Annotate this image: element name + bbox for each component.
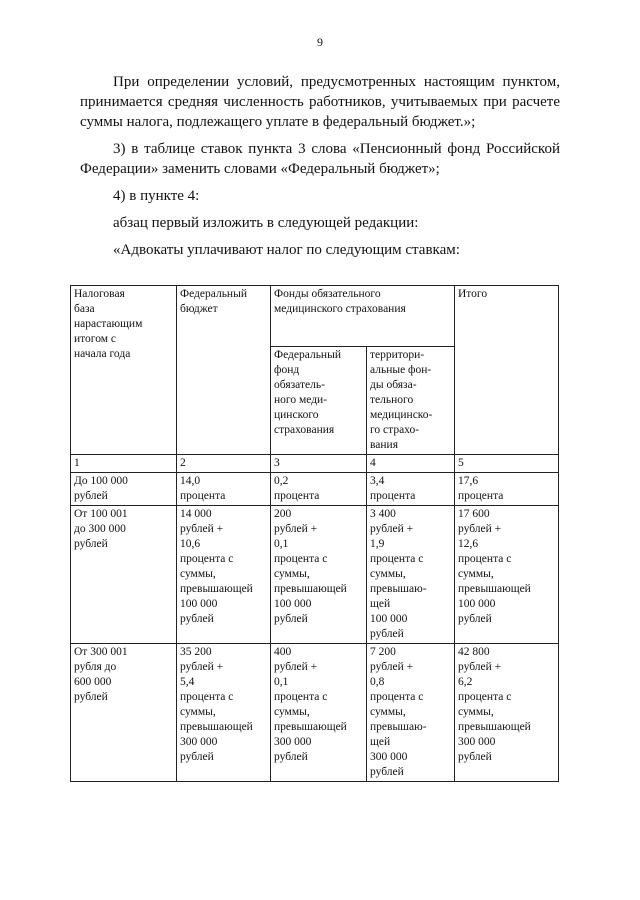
- header-total: Итого: [455, 286, 559, 455]
- table-cell-total: 17 600 рублей + 12,6 процента с суммы, превышающей 100 000 рублей: [455, 506, 559, 644]
- tax-rates-table: [70, 285, 559, 782]
- table-cell-territorial-funds: 3 400 рублей + 1,9 процента с суммы, превышаю- щей 100 000 рублей: [367, 506, 455, 644]
- header-territorial-funds: территори- альные фон- ды обяза- тельного медицинско- го страхо- вания: [367, 347, 455, 455]
- paragraph-first-para-note: абзац первый изложить в следующей редакции:: [113, 215, 419, 231]
- header-federal-fund: Федеральный фонд обязатель- ного меди- цинского страхования: [271, 347, 367, 455]
- column-number: 5: [455, 455, 559, 473]
- table-cell-territorial-funds: 3,4 процента: [367, 473, 455, 506]
- header-federal-budget: Федеральный бюджет: [177, 286, 271, 455]
- table-header-row: [71, 286, 559, 347]
- column-number: 4: [367, 455, 455, 473]
- table-column-numbers-row: [71, 455, 559, 473]
- paragraph-item-4: 4) в пункте 4:: [113, 188, 200, 204]
- paragraph-item-3: 3) в таблице ставок пункта 3 слова «Пенсионный фонд Российской Федерации» заменить словами «Федеральный бюджет»;: [80, 141, 560, 177]
- page-number: 9: [317, 35, 323, 49]
- table-cell-territorial-funds: 7 200 рублей + 0,8 процента с суммы, превышаю- щей 300 000 рублей: [367, 644, 455, 782]
- table-cell-federal: 14,0 процента: [177, 473, 271, 506]
- column-number: 1: [71, 455, 177, 473]
- table-cell-total: 17,6 процента: [455, 473, 559, 506]
- table-cell-federal: 14 000 рублей + 10,6 процента с суммы, превышающей 100 000 рублей: [177, 506, 271, 644]
- table-cell-federal: 35 200 рублей + 5,4 процента с суммы, превышающей 300 000 рублей: [177, 644, 271, 782]
- header-medical-funds: Фонды обязательного медицинского страхования: [271, 286, 455, 347]
- table-cell-total: 42 800 рублей + 6,2 процента с суммы, превышающей 300 000 рублей: [455, 644, 559, 782]
- column-number: 2: [177, 455, 271, 473]
- table-row: [71, 473, 559, 506]
- paragraph-conditions: При определении условий, предусмотренных настоящим пунктом, принимается средняя численность работников, учитываемых при расчете суммы налога, подлежащего уплате в федеральный бюджет.»;: [80, 74, 560, 130]
- table-cell-federal-fund: 200 рублей + 0,1 процента с суммы, превышающей 100 000 рублей: [271, 506, 367, 644]
- table-row: [71, 506, 559, 644]
- table-row: [71, 644, 559, 782]
- column-number: 3: [271, 455, 367, 473]
- header-tax-base: Налоговая база нарастающим итогом с начала года: [71, 286, 177, 455]
- paragraph-lawyers-rates: «Адвокаты уплачивают налог по следующим ставкам:: [113, 242, 460, 258]
- table-cell-base: До 100 000 рублей: [71, 473, 177, 506]
- table-cell-federal-fund: 400 рублей + 0,1 процента с суммы, превышающей 300 000 рублей: [271, 644, 367, 782]
- document-body: [80, 72, 560, 267]
- table-cell-base: От 300 001 рубля до 600 000 рублей: [71, 644, 177, 782]
- table-cell-base: От 100 001 до 300 000 рублей: [71, 506, 177, 644]
- table-cell-federal-fund: 0,2 процента: [271, 473, 367, 506]
